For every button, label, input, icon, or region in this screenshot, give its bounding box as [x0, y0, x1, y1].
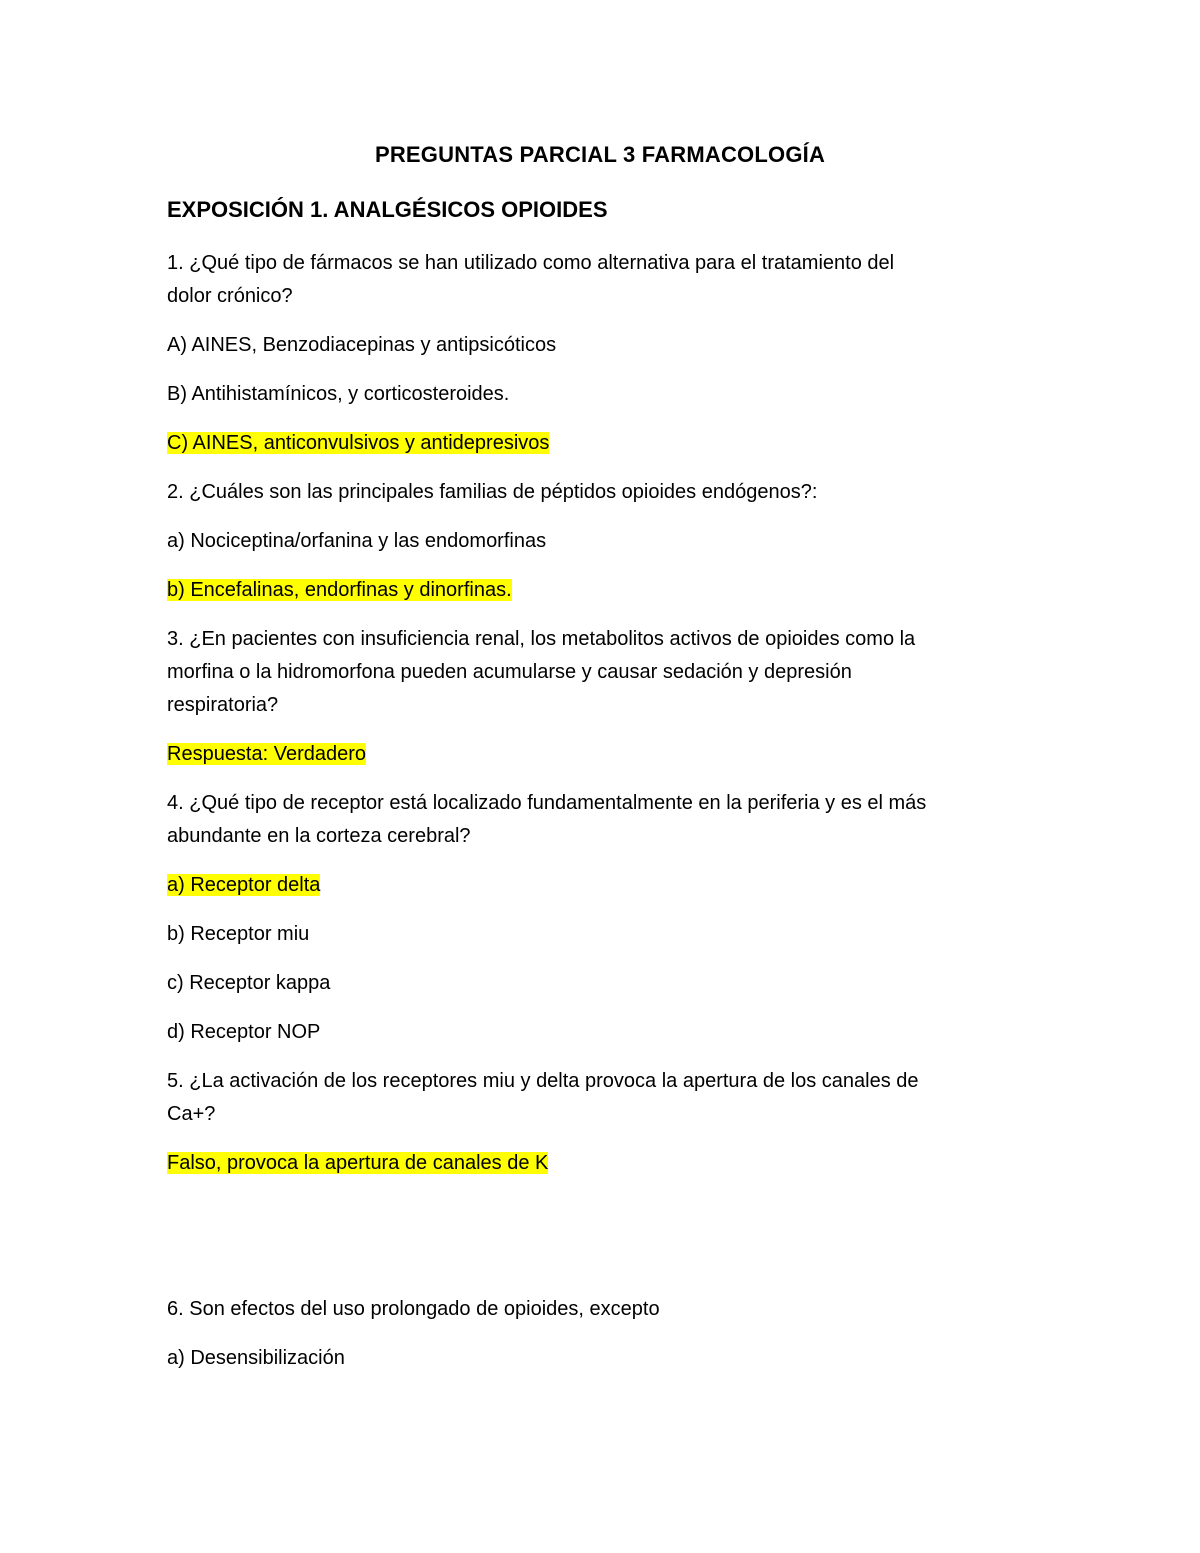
section-heading: EXPOSICIÓN 1. ANALGÉSICOS OPIOIDES	[167, 197, 608, 222]
highlighted-answer: b) Encefalinas, endorfinas y dinorfinas.	[167, 579, 512, 601]
question-3-text: 3. ¿En pacientes con insuficiencia renal, los metabolitos activos de opioides como la	[167, 628, 916, 650]
question-1-text: 1. ¿Qué tipo de fármacos se han utilizado como alternativa para el tratamiento del	[167, 252, 895, 274]
question-3-text-cont-2: respiratoria?	[167, 694, 279, 716]
question-4-text: 4. ¿Qué tipo de receptor está localizado fundamentalmente en la periferia y es el más	[167, 792, 927, 814]
question-5-text: 5. ¿La activación de los receptores miu y delta provoca la apertura de los canales de	[167, 1070, 919, 1092]
question-5-text-cont: Ca+?	[167, 1103, 216, 1125]
question-3-text-cont: morfina o la hidromorfona pueden acumularse y causar sedación y depresión	[167, 661, 852, 683]
question-1-option-c-correct	[167, 427, 549, 460]
question-1-text-cont: dolor crónico?	[167, 285, 293, 307]
page-title: PREGUNTAS PARCIAL 3 FARMACOLOGÍA	[374, 142, 826, 167]
question-6-text: 6. Son efectos del uso prolongado de opioides, excepto	[167, 1298, 660, 1320]
highlighted-answer: Respuesta: Verdadero	[167, 743, 367, 765]
question-4-text-cont: abundante en la corteza cerebral?	[167, 825, 471, 847]
highlighted-answer: a) Receptor delta	[167, 874, 321, 896]
question-4-option-a-correct	[167, 869, 320, 902]
question-4-option-c: c) Receptor kappa	[167, 972, 331, 994]
question-4-option-b: b) Receptor miu	[167, 923, 310, 945]
question-5-answer	[167, 1147, 548, 1180]
question-1-option-b: B) Antihistamínicos, y corticosteroides.	[167, 383, 510, 405]
question-2-option-b-correct	[167, 574, 512, 607]
question-3-answer	[167, 738, 366, 771]
highlighted-answer: Falso, provoca la apertura de canales de K	[167, 1152, 549, 1174]
question-2-option-a: a) Nociceptina/orfanina y las endomorfinas	[167, 530, 547, 552]
question-4-option-d: d) Receptor NOP	[167, 1021, 321, 1043]
question-6-option-a: a) Desensibilización	[167, 1347, 345, 1369]
question-1-option-a: A) AINES, Benzodiacepinas y antipsicóticos	[167, 334, 557, 356]
question-2-text: 2. ¿Cuáles son las principales familias de péptidos opioides endógenos?:	[167, 481, 818, 503]
highlighted-answer: C) AINES, anticonvulsivos y antidepresivos	[167, 432, 550, 454]
